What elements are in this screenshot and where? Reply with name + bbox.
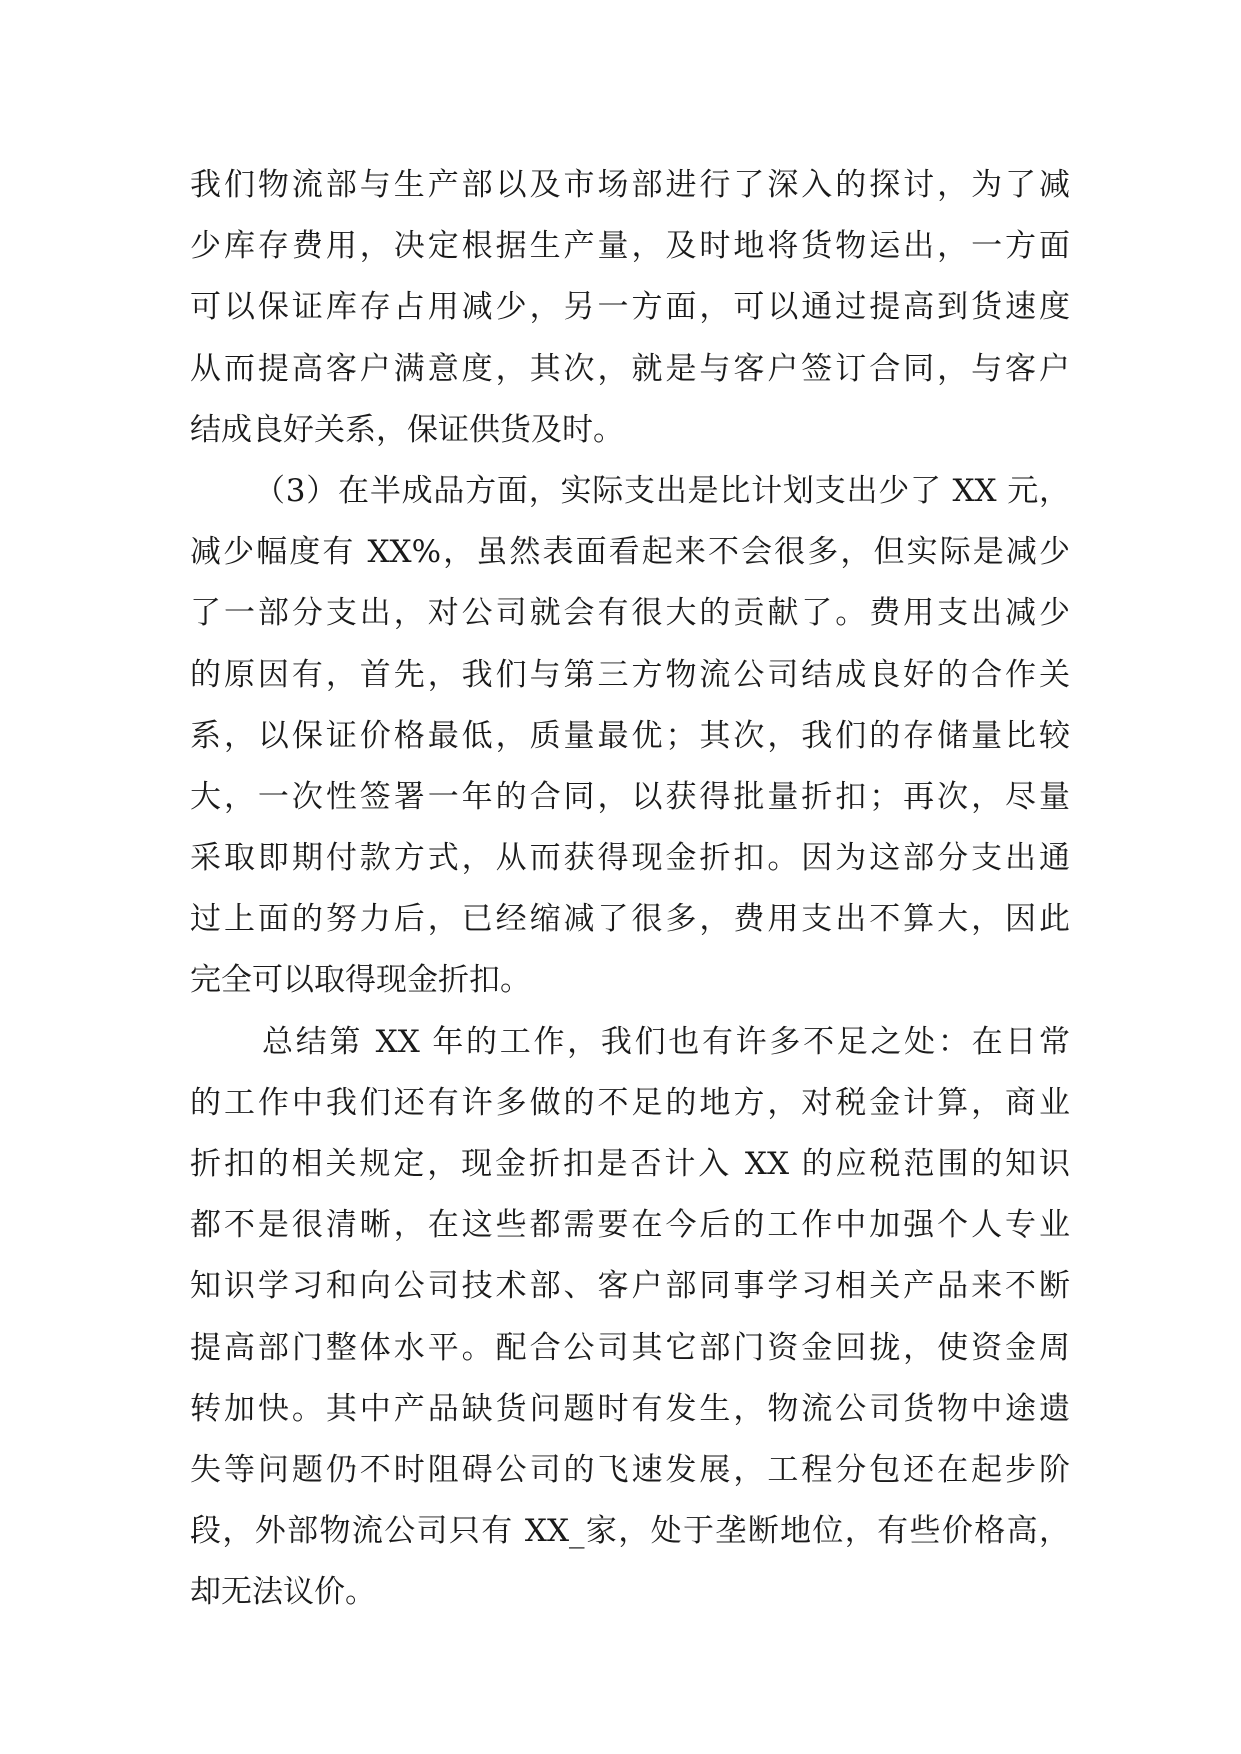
paragraph-start-line: （3）在半成品方面，实际支出是比计划支出少了 XX 元， <box>254 472 1070 509</box>
text-line: 折扣的相关规定，现金折扣是否计入 XX 的应税范围的知识 <box>190 1146 1070 1182</box>
text-line: 却无法议价。 <box>190 1574 376 1611</box>
text-line: 的工作中我们还有许多做的不足的地方，对税金计算，商业 <box>190 1084 1070 1121</box>
text-line: 结成良好关系，保证供货及时。 <box>190 411 624 448</box>
text-line: 都不是很清晰，在这些都需要在今后的工作中加强个人专业 <box>190 1207 1070 1244</box>
text-line: 从而提高客户满意度，其次，就是与客户签订合同，与客户 <box>190 350 1070 387</box>
text-line: 可以保证库存占用减少，另一方面，可以通过提高到货速度 <box>190 289 1070 326</box>
text-line: 转加快。其中产品缺货问题时有发生，物流公司货物中途遗 <box>190 1390 1070 1427</box>
text-line: 知识学习和向公司技术部、客户部同事学习相关产品来不断 <box>190 1268 1070 1305</box>
text-line: 段，外部物流公司只有 XX_家，处于垄断地位，有些价格高， <box>190 1513 1070 1550</box>
text-line: 采取即期付款方式，从而获得现金折扣。因为这部分支出通 <box>190 840 1070 877</box>
text-line: 减少幅度有 XX%，虽然表面看起来不会很多，但实际是减少 <box>190 534 1070 571</box>
text-line: 过上面的努力后，已经缩减了很多，费用支出不算大，因此 <box>190 901 1070 938</box>
text-line: 的原因有，首先，我们与第三方物流公司结成良好的合作关 <box>190 656 1070 693</box>
text-line: 失等问题仍不时阻碍公司的飞速发展，工程分包还在起步阶 <box>190 1451 1070 1488</box>
body-text <box>190 155 1070 1624</box>
text-line: 少库存费用，决定根据生产量，及时地将货物运出，一方面 <box>190 228 1070 265</box>
paragraph-start-line: 总结第 XX 年的工作，我们也有许多不足之处：在日常 <box>262 1023 1070 1060</box>
text-line: 完全可以取得现金折扣。 <box>190 962 531 999</box>
text-line: 提高部门整体水平。配合公司其它部门资金回拢，使资金周 <box>190 1329 1070 1366</box>
text-line: 系，以保证价格最低，质量最优；其次，我们的存储量比较 <box>190 717 1070 754</box>
text-line: 了一部分支出，对公司就会有很大的贡献了。费用支出减少 <box>190 595 1070 632</box>
text-line: 我们物流部与生产部以及市场部进行了深入的探讨，为了减 <box>190 167 1070 203</box>
text-line: 大，一次性签署一年的合同，以获得批量折扣；再次，尽量 <box>190 778 1070 815</box>
